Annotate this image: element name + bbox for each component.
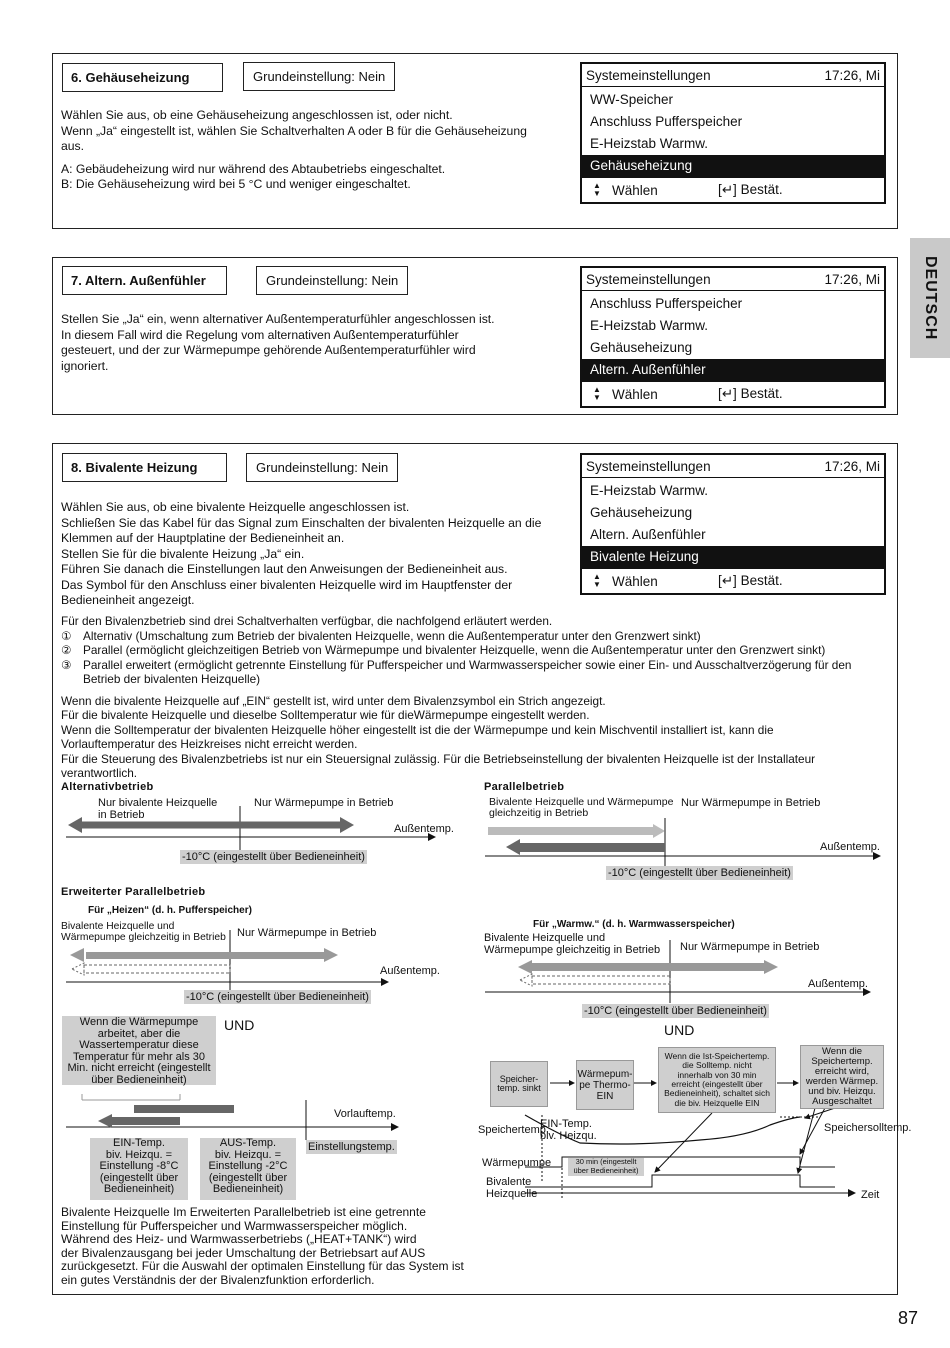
enter-icon: [↵] (718, 386, 737, 401)
lcd-menu-item[interactable]: E-Heizstab Warmw. (590, 483, 709, 498)
diagram-label: Nur Wärmepumpe in Betrieb (680, 941, 820, 953)
lcd-header: Systemeinstellungen 17:26, Mi (582, 455, 884, 478)
lcd-menu-item[interactable]: Anschluss Pufferspeicher (590, 296, 743, 311)
axis-label: Außentemp. (394, 823, 454, 835)
up-down-arrow-icon: ▲ ▼ (593, 572, 601, 589)
diagram-label: Bivalente Heizquelle und Wärmepumpe gleichzeitig in Betrieb (484, 932, 661, 956)
lcd-menu-item[interactable]: Gehäuseheizung (590, 505, 693, 520)
axis-label: Außentemp. (380, 965, 440, 977)
timeline-label: Speichersolltemp. (824, 1122, 912, 1134)
lcd-menu-item[interactable]: E-Heizstab Warmw. (590, 318, 709, 333)
condition-box: Wenn die Wärmepumpe arbeitet, aber die Wassertemperatur diese Temperatur für mehr als 30 Min. nicht erreicht (eingestellt über Bedieneinheit) (62, 1016, 216, 1085)
step-box: Wenn die Ist-Speichertemp. die Solltemp. nicht innerhalb von 30 min erreicht (eingestellt über Bedieneinheit), schaltet sich die biv. Heizquelle EIN (658, 1047, 776, 1113)
section-title: 8. Bivalente Heizung (62, 453, 227, 482)
lcd-menu-item[interactable]: Gehäuseheizung (590, 340, 693, 355)
step-box: Wenn die Speichertemp. erreicht wird, werden Wärmep. und biv. Heizqu. Ausgeschaltet (800, 1045, 884, 1109)
section-text: Wählen Sie aus, ob eine bivalente Heizquelle angeschlossen ist. Schließen Sie das Kabel für das Signal zum Einschalten der bivalenten Heizquelle an die Klemmen auf der Hauptplatine der Bedieneinheit an. Stellen Sie für die bivalente Heizung „Ja“ ein. Führen Sie danach die Einstellungen laut den Anweisungen der Bedieneinheit aus. Das Symbol für den Anschluss einer bivalenten Heizquelle wird im Hauptfenster der Bedieneinheit angezeigt. (61, 500, 542, 607)
und-label: UND (664, 1022, 695, 1038)
threshold-label: -10°C (eingestellt über Bedieneinheit) (182, 851, 365, 863)
diagram-label: Nur Wärmepumpe in Betrieb (254, 797, 394, 809)
diagram-title: Erweiterter Parallelbetrieb (61, 886, 206, 898)
diagram-subtitle: Für „Warmw.“ (d. h. Warmwasserspeicher) (533, 919, 735, 930)
aus-temp-box: AUS-Temp. biv. Heizqu. = Einstellung -2°C (eingestellt über Bedieneinheit) (200, 1138, 296, 1200)
step-box: Speicher- temp. sinkt (490, 1061, 548, 1107)
lcd-menu-item-selected[interactable]: Bivalente Heizung (582, 546, 884, 568)
axis-label: Außentemp. (820, 841, 880, 853)
diagram-label: Nur Wärmepumpe in Betrieb (681, 797, 821, 809)
default-setting: Grundeinstellung: Nein (246, 453, 398, 482)
diagram-title: Alternativbetrieb (61, 781, 154, 793)
delay-label: 30 min (eingestellt über Bedieneinheit) (568, 1158, 644, 1176)
timeline-label: Zeit (861, 1189, 880, 1201)
default-setting: Grundeinstellung: Nein (256, 266, 408, 295)
lcd-menu-item-selected[interactable]: Gehäuseheizung (582, 155, 884, 177)
lcd-footer: ▲ ▼ Wählen [↵] Bestät. (582, 177, 884, 202)
lcd-menu-item-selected[interactable]: Altern. Außenfühler (582, 359, 884, 381)
up-down-arrow-icon: ▲ ▼ (593, 385, 601, 402)
step-box: Wärmepum- pe Thermo- EIN (576, 1060, 634, 1110)
diagram-subtitle: Für „Heizen“ (d. h. Pufferspeicher) (88, 905, 252, 916)
diagram-label: Bivalente Heizquelle und Wärmepumpe gleichzeitig in Betrieb (61, 921, 226, 943)
lcd-menu-item[interactable]: WW-Speicher (590, 92, 674, 107)
enter-icon: [↵] (718, 182, 737, 197)
lcd-menu-item[interactable]: E-Heizstab Warmw. (590, 136, 709, 151)
threshold-label: -10°C (eingestellt über Bedieneinheit) (584, 1005, 767, 1017)
timeline-label: EIN-Temp. biv. Heizqu. (540, 1118, 597, 1142)
page-number: 87 (898, 1308, 919, 1328)
lcd-header: Systemeinstellungen 17:26, Mi (582, 268, 884, 291)
modes-text: Für den Bivalenzbetrieb sind drei Schaltverhalten verfügbar, die nachfolgend erläutert werden. ① Alternativ (Umschaltung zum Betrieb der bivalenten Heizquelle, wenn die Außentemperatur unter den Grenzwert sinkt) ② Parallel (ermöglicht gleichzeitigen Betrieb von Wärmepumpe und bivalenter Heizquelle, wenn die Außentemperatur unter den Grenzwert sinkt) ③ Parallel erweitert (ermöglicht getrennte Einstellung für Pufferspeicher und Warmwasserspeicher sowie einer Ein- und Ausschaltverzögerung für den Betrieb der bivalenten Heizquelle) Wenn die bivalente Heizquelle auf „EIN“ gestellt ist, wird unter dem Bivalenzsymbol ein Strich angezeigt. Für die bivalente Heizquelle und dieselbe Solltemperatur wie für dieWärmepumpe eingestellt werden. Wenn die Solltemperatur der bivalenten Heizquelle höher eingestellt ist die der Wärmepumpe und kein Mischventil installiert ist, kann die Vorlauftemperatur des Heizkreises nicht erreicht werden. Für die Steuerung des Bivalenzbetriebs ist nur ein Steuersignal zulässig. Für die Betriebseinstellung der bivalenten Heizquelle ist der Installateur verantwortlich. (61, 614, 852, 780)
diagram-title: Parallelbetrieb (484, 781, 565, 793)
lcd-menu-item[interactable]: Altern. Außenfühler (590, 527, 706, 542)
und-label: UND (224, 1017, 255, 1033)
lcd-header: Systemeinstellungen 17:26, Mi (582, 64, 884, 87)
axis-label: Vorlauftemp. (334, 1108, 396, 1120)
language-tab-label: DEUTSCH (922, 255, 939, 341)
enter-icon: [↵] (718, 573, 737, 588)
threshold-label: -10°C (eingestellt über Bedieneinheit) (608, 867, 791, 879)
setting-temp-box: Einstellungstemp. (308, 1141, 395, 1153)
threshold-label: -10°C (eingestellt über Bedieneinheit) (186, 991, 369, 1003)
section-text: Stellen Sie „Ja“ ein, wenn alternativer Außentemperaturfühler angeschlossen ist. In diesem Fall wird die Regelung vom alternativen Außentemperaturfühler gesteuert, und der zur Wärmepumpe gehörende Außentemperaturfühler wird ignoriert. (61, 312, 495, 373)
footer-text: Bivalente Heizquelle Im Erweiterten Parallelbetrieb ist eine getrennte Einstellung für Pufferspeicher und Warmwasserspeicher möglich. Während des Heiz- und Warmwasserbetriebs („HEAT+TANK“) wird der Bivalenzausgang bei jeder Umschaltung der Betriebsart auf AUS zurückgesetzt. Für die Auswahl der optimalen Einstellung für das System ist ein gutes Verständnis der der Bivalenzfunktion erforderlich. (61, 1205, 464, 1287)
diagram-label: Nur bivalente Heizquelle in Betrieb (98, 797, 218, 821)
diagram-label: Bivalente Heizquelle und Wärmepumpe gleichzeitig in Betrieb (489, 796, 674, 819)
lcd-menu-item[interactable]: Anschluss Pufferspeicher (590, 114, 743, 129)
default-setting: Grundeinstellung: Nein (243, 62, 395, 91)
lcd-footer: ▲ ▼ Wählen [↵] Bestät. (582, 381, 884, 406)
section-title: 7. Altern. Außenfühler (62, 266, 227, 295)
diagram-label: Nur Wärmepumpe in Betrieb (237, 927, 377, 939)
timeline-label: Wärmepumpe (482, 1157, 552, 1169)
section-title: 6. Gehäuseheizung (62, 63, 223, 92)
ein-temp-box: EIN-Temp. biv. Heizqu. = Einstellung -8°C (eingestellt über Bedieneinheit) (90, 1138, 188, 1200)
timeline-label: Bivalente Heizquelle (486, 1176, 538, 1200)
timeline-label: Speichertemp. (478, 1124, 549, 1136)
axis-label: Außentemp. (808, 978, 868, 990)
section-text: Wählen Sie aus, ob eine Gehäuseheizung angeschlossen ist, oder nicht. Wenn „Ja“ eingestellt ist, wählen Sie Schaltverhalten A oder B für die Gehäuseheizung aus. A: Gebäudeheizung wird nur während des Abtaubetriebs eingeschaltet. B: Die Gehäuseheizung wird bei 5 °C und weniger eingeschaltet. (61, 108, 527, 191)
up-down-arrow-icon: ▲ ▼ (593, 181, 601, 198)
lcd-footer: ▲ ▼ Wählen [↵] Bestät. (582, 568, 884, 593)
